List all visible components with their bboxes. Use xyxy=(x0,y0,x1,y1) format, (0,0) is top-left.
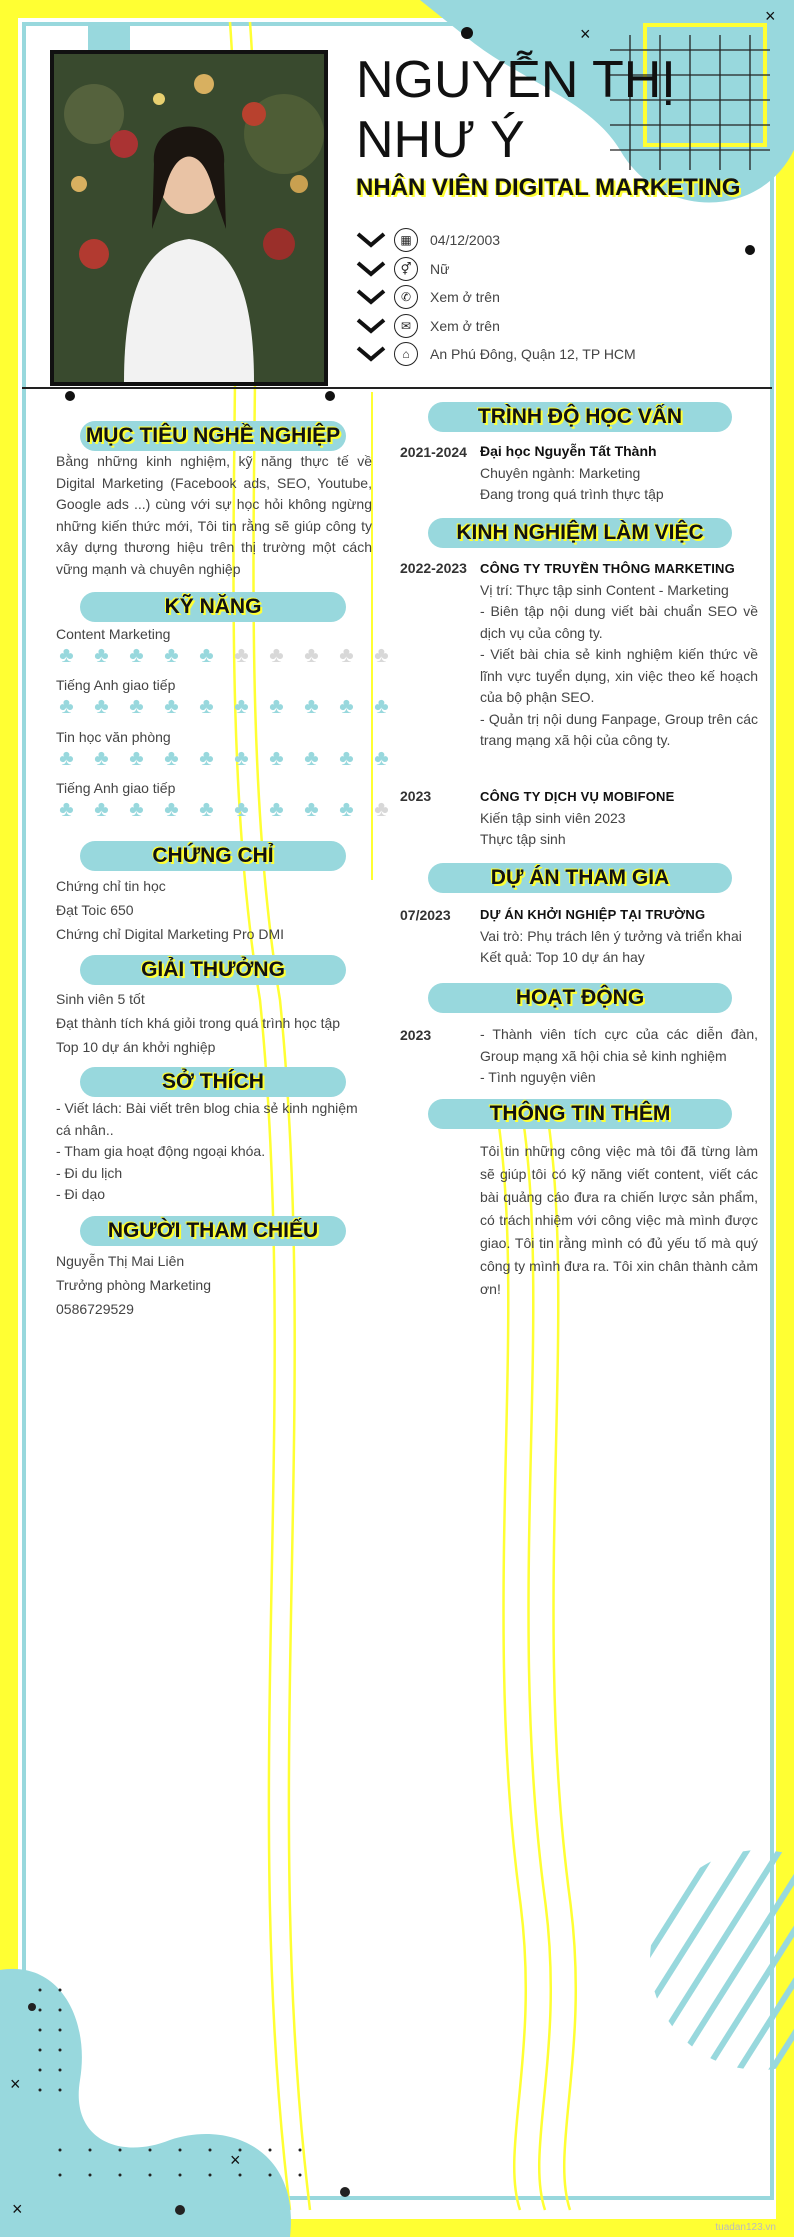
rating-filled-icon: ♣ xyxy=(269,796,284,821)
rating-filled-icon: ♣ xyxy=(269,745,284,770)
project-line: Vai trò: Phụ trách lên ý tưởng và triển khai xyxy=(480,927,742,944)
rating-filled-icon: ♣ xyxy=(94,693,109,718)
contact-row-address xyxy=(356,340,636,369)
project-entry xyxy=(480,904,758,969)
job-date: 2022-2023 xyxy=(400,560,467,576)
chevron-down-icon xyxy=(356,231,386,249)
rating-filled-icon: ♣ xyxy=(94,745,109,770)
job-line: Vị trí: Thực tập sinh Content - Marketing xyxy=(480,581,729,598)
candidate-name: NGUYỄN THỊ NHƯ Ý xyxy=(356,51,676,169)
job-date: 2023 xyxy=(400,788,432,804)
svg-text:×: × xyxy=(12,2199,23,2219)
skill-label: Tiếng Anh giao tiếp xyxy=(56,677,176,693)
contact-row-gender xyxy=(356,255,636,284)
extra-info-text: Tôi tin những công việc mà tôi đã từng làm sẽ giúp tôi có kỹ năng viết content, viết các bài quảng cáo đưa ra chiến lược sản phẩm, có trách nhiệm với công việc mà mình được giao. Tôi tin rằng mình có đủ yếu tố mà quý công ty mình đưa ra. Tôi xin chân thành cảm ơn! xyxy=(480,1143,758,1297)
phone-value: Xem ở trên xyxy=(430,289,500,306)
rating-filled-icon: ♣ xyxy=(164,745,179,770)
section-title-extra: THÔNG TIN THÊM xyxy=(428,1099,732,1129)
hobby-list xyxy=(56,1098,374,1206)
contact-row-phone xyxy=(356,283,636,312)
list-item: 0586729529 xyxy=(56,1301,134,1317)
rating-filled-icon: ♣ xyxy=(234,745,249,770)
gender-icon: ⚥ xyxy=(394,257,418,281)
section-title-objective: MỤC TIÊU NGHỀ NGHIỆP xyxy=(80,421,346,451)
birthday-value: 04/12/2003 xyxy=(430,232,501,249)
rating-empty-icon: ♣ xyxy=(374,796,389,821)
rating-filled-icon: ♣ xyxy=(59,642,74,667)
project-date: 07/2023 xyxy=(400,907,451,923)
phone-icon: ✆ xyxy=(394,285,418,309)
section-title-awards: GIẢI THƯỞNG xyxy=(80,955,346,985)
section-title-certificates: CHỨNG CHỈ xyxy=(80,841,346,871)
skill-rating xyxy=(56,695,392,717)
job-line: - Quản trị nội dung Fanpage, Group trên các trang mạng xã hội của công ty. xyxy=(480,710,758,748)
job-title: NHÂN VIÊN DIGITAL MARKETING xyxy=(356,174,741,201)
section-title-experience: KINH NGHIỆM LÀM VIỆC xyxy=(428,518,732,548)
rating-filled-icon: ♣ xyxy=(199,642,214,667)
rating-empty-icon: ♣ xyxy=(304,642,319,667)
rating-empty-icon: ♣ xyxy=(234,642,249,667)
rating-filled-icon: ♣ xyxy=(59,693,74,718)
skill-label: Tin học văn phòng xyxy=(56,729,171,745)
school-name: Đại học Nguyễn Tất Thành xyxy=(480,443,657,459)
rating-filled-icon: ♣ xyxy=(339,745,354,770)
rating-empty-icon: ♣ xyxy=(339,642,354,667)
svg-text:×: × xyxy=(765,6,776,26)
email-icon: ✉ xyxy=(394,314,418,338)
rating-filled-icon: ♣ xyxy=(94,642,109,667)
education-entry xyxy=(480,441,758,506)
list-item: Trưởng phòng Marketing xyxy=(56,1277,211,1293)
education-date: 2021-2024 xyxy=(400,444,467,460)
chevron-down-icon xyxy=(356,260,386,278)
job-line: - Viết bài chia sẻ kinh nghiệm kiến thức về lĩnh vực tuyển dụng, xin việc theo kế hoạch của bộ phận SEO. xyxy=(480,646,758,705)
list-item: - Viết lách: Bài viết trên blog chia sẻ kinh nghiệm cá nhân.. xyxy=(56,1100,358,1138)
job-line: Thực tập sinh xyxy=(480,831,566,847)
list-item: Chứng chỉ tin học xyxy=(56,878,166,894)
project-name: DỰ ÁN KHỞI NGHIỆP TẠI TRƯỜNG xyxy=(480,907,706,922)
job-line: - Biên tập nội dung viết bài chuẩn SEO về dịch vụ của công ty. xyxy=(480,603,758,641)
list-item: - Đi du lịch xyxy=(56,1164,123,1181)
rating-filled-icon: ♣ xyxy=(94,796,109,821)
education-line: Chuyên ngành: Marketing xyxy=(480,464,641,481)
rating-filled-icon: ♣ xyxy=(304,745,319,770)
rating-filled-icon: ♣ xyxy=(199,796,214,821)
chevron-down-icon xyxy=(356,317,386,335)
portrait-image xyxy=(54,54,324,382)
rating-filled-icon: ♣ xyxy=(234,693,249,718)
calendar-icon: ▦ xyxy=(394,228,418,252)
rating-filled-icon: ♣ xyxy=(59,745,74,770)
section-title-references: NGƯỜI THAM CHIẾU xyxy=(80,1216,346,1246)
profile-photo xyxy=(50,50,328,386)
section-title-education: TRÌNH ĐỘ HỌC VẤN xyxy=(428,402,732,432)
list-item: Chứng chỉ Digital Marketing Pro DMI xyxy=(56,926,285,942)
rating-filled-icon: ♣ xyxy=(234,796,249,821)
rating-filled-icon: ♣ xyxy=(59,796,74,821)
section-title-activities: HOẠT ĐỘNG xyxy=(428,983,732,1013)
list-item: - Đi dạo xyxy=(56,1186,106,1202)
email-value: Xem ở trên xyxy=(430,317,500,334)
svg-text:×: × xyxy=(10,2074,21,2094)
home-icon: ⌂ xyxy=(394,342,418,366)
rating-empty-icon: ♣ xyxy=(374,642,389,667)
rating-empty-icon: ♣ xyxy=(269,642,284,667)
skill-rating xyxy=(56,644,392,666)
rating-filled-icon: ♣ xyxy=(129,745,144,770)
contact-row-email xyxy=(356,312,636,341)
activity-entry xyxy=(480,1024,758,1089)
activity-line: - Thành viên tích cực của các diễn đàn, Group mạng xã hội chia sẻ kinh nghiệm xyxy=(480,1026,758,1064)
skill-label: Tiếng Anh giao tiếp xyxy=(56,780,176,796)
address-value: An Phú Đông, Quận 12, TP HCM xyxy=(430,346,636,363)
gender-value: Nữ xyxy=(430,260,450,277)
rating-filled-icon: ♣ xyxy=(304,693,319,718)
job-entry xyxy=(480,786,758,851)
rating-filled-icon: ♣ xyxy=(164,642,179,667)
company-name: CÔNG TY DỊCH VỤ MOBIFONE xyxy=(480,789,675,804)
rating-filled-icon: ♣ xyxy=(164,796,179,821)
list-item: Đạt thành tích khá giỏi trong quá trình học tập xyxy=(56,1015,341,1031)
watermark: tuadan123.vn xyxy=(715,2222,776,2233)
rating-filled-icon: ♣ xyxy=(129,642,144,667)
rating-filled-icon: ♣ xyxy=(269,693,284,718)
rating-filled-icon: ♣ xyxy=(304,796,319,821)
job-line: Kiến tập sinh viên 2023 xyxy=(480,809,626,826)
list-item: Top 10 dự án khởi nghiệp xyxy=(56,1039,216,1055)
company-name: CÔNG TY TRUYỀN THÔNG MARKETING xyxy=(480,561,735,576)
rating-filled-icon: ♣ xyxy=(129,693,144,718)
list-item: Sinh viên 5 tốt xyxy=(56,991,145,1007)
project-line: Kết quả: Top 10 dự án hay xyxy=(480,949,645,965)
education-line: Đang trong quá trình thực tập xyxy=(480,486,664,502)
certificate-list xyxy=(56,874,284,946)
activity-date: 2023 xyxy=(400,1027,432,1043)
contact-list xyxy=(356,226,636,369)
reference-list xyxy=(56,1249,211,1321)
rating-filled-icon: ♣ xyxy=(199,693,214,718)
rating-filled-icon: ♣ xyxy=(339,693,354,718)
skill-label: Content Marketing xyxy=(56,626,171,642)
svg-text:×: × xyxy=(230,2150,241,2170)
award-list xyxy=(56,987,340,1059)
skill-rating xyxy=(56,798,392,820)
chevron-down-icon xyxy=(356,345,386,363)
section-title-projects: DỰ ÁN THAM GIA xyxy=(428,863,732,893)
rating-filled-icon: ♣ xyxy=(129,796,144,821)
job-entry xyxy=(480,558,758,752)
chevron-down-icon xyxy=(356,288,386,306)
rating-filled-icon: ♣ xyxy=(199,745,214,770)
rating-filled-icon: ♣ xyxy=(374,693,389,718)
skill-rating xyxy=(56,747,392,769)
rating-filled-icon: ♣ xyxy=(164,693,179,718)
section-title-skills: KỸ NĂNG xyxy=(80,592,346,622)
list-item: Đạt Toic 650 xyxy=(56,902,134,918)
contact-row-birthday xyxy=(356,226,636,255)
rating-filled-icon: ♣ xyxy=(374,745,389,770)
list-item: Nguyễn Thị Mai Liên xyxy=(56,1253,185,1269)
list-item: - Tham gia hoạt động ngoại khóa. xyxy=(56,1143,266,1159)
svg-text:×: × xyxy=(580,24,591,44)
activity-line: - Tình nguyện viên xyxy=(480,1069,596,1085)
objective-text: Bằng những kinh nghiệm, kỹ năng thực tế về Digital Marketing (Facebook ads, SEO, Youtube, Google ads ...) cùng với sự học hỏi không ngừng những kiến thức mới, Tôi tin rằng sẽ giúp công ty xây dựng thương hiệu trên thị trường một cách vững mạnh và chuyên nghiệp xyxy=(56,453,372,577)
section-title-hobbies: SỞ THÍCH xyxy=(80,1067,346,1097)
rating-filled-icon: ♣ xyxy=(339,796,354,821)
